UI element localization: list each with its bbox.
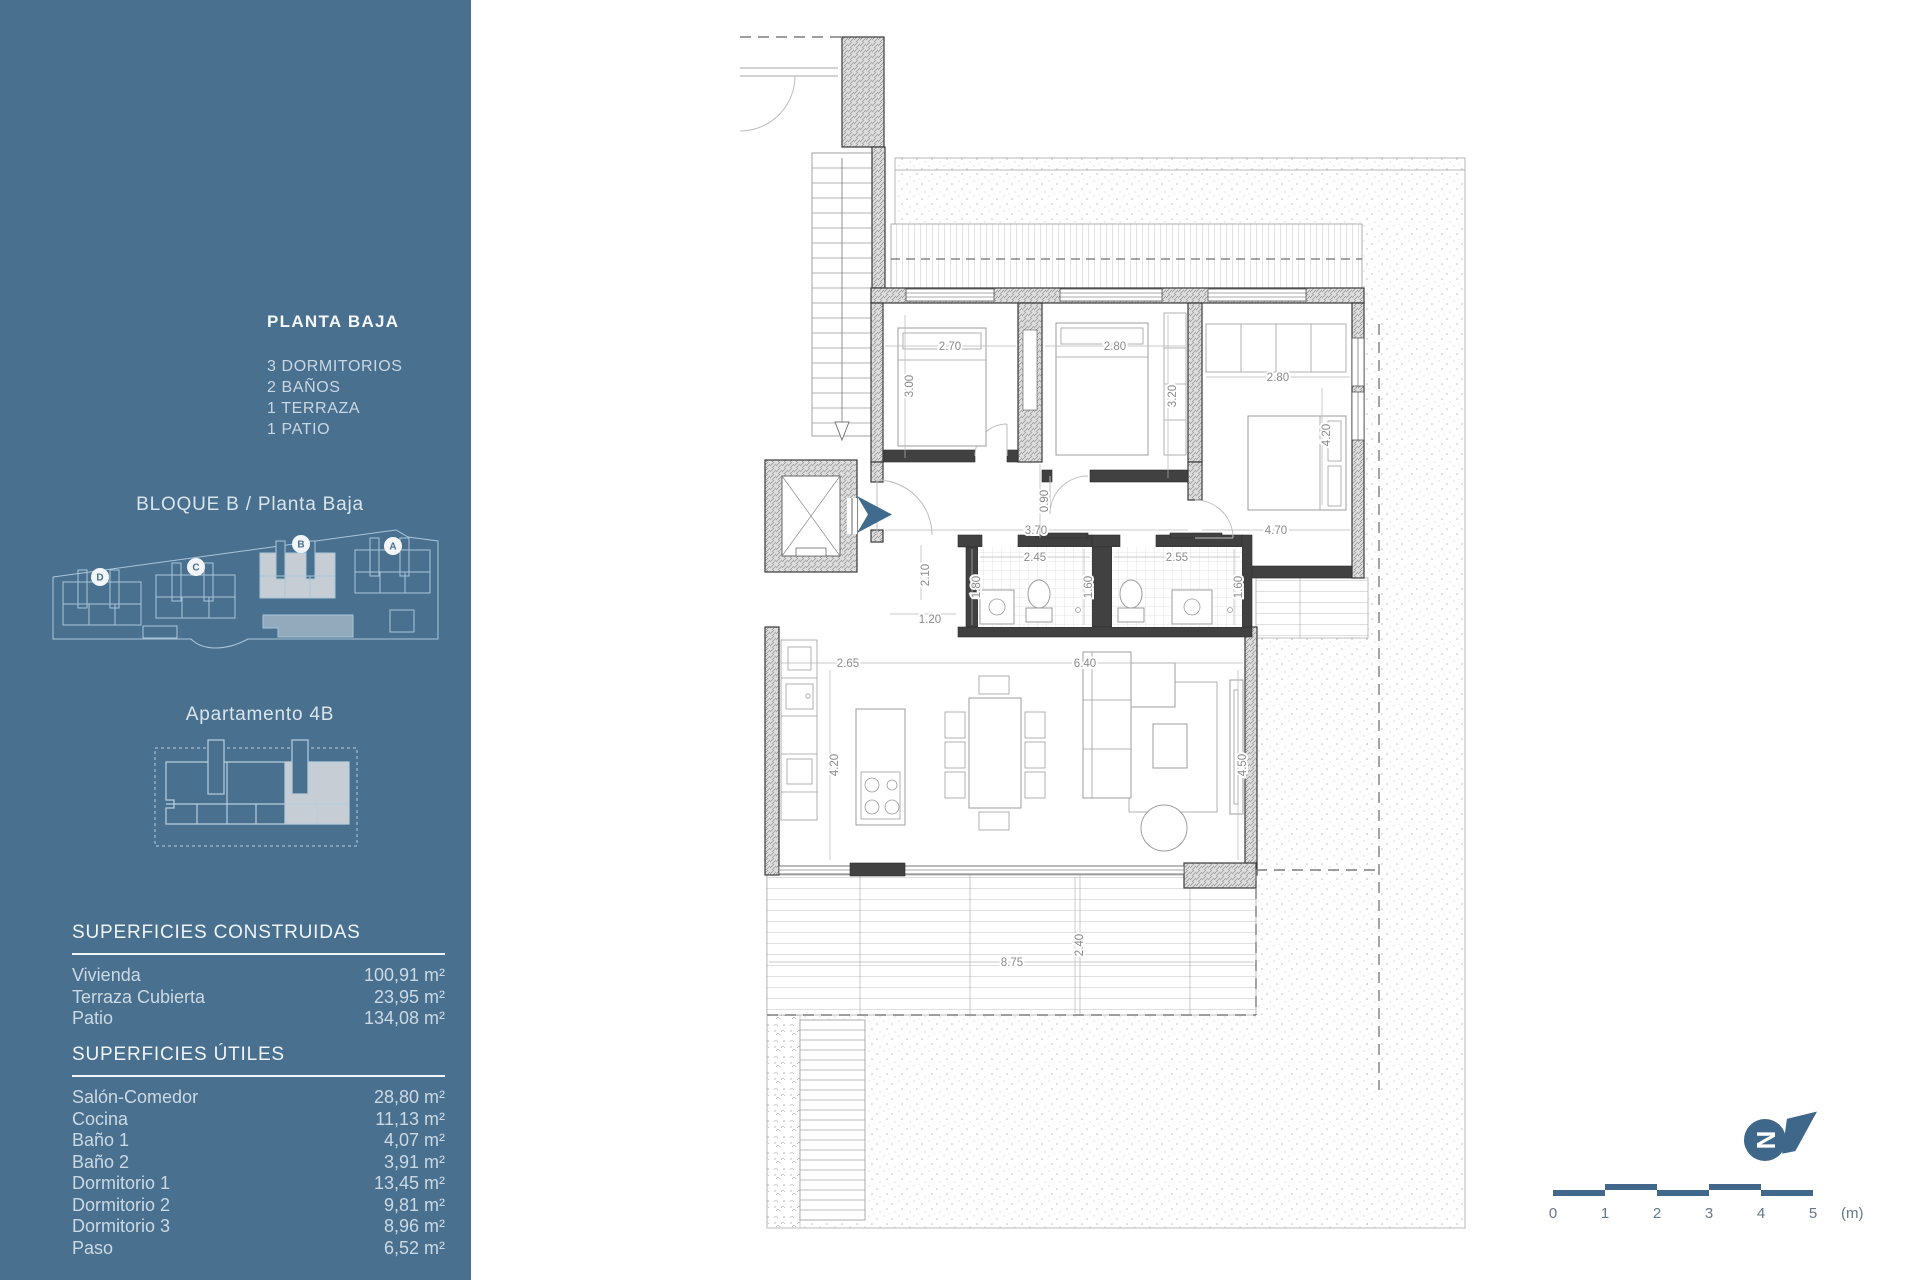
site-plan-diagram	[48, 520, 452, 650]
dim-bath1-depth-right: 1.60	[1083, 575, 1095, 599]
dim-bedroom3-width: 2.80	[1266, 372, 1290, 384]
scale-bar	[1545, 1176, 1885, 1228]
row-label: Baño 1	[72, 1130, 130, 1150]
row-value: 11,13 m²	[375, 1108, 445, 1129]
scale-tick-4: 4	[1756, 1205, 1766, 1222]
dim-bedroom1-width: 2.70	[938, 341, 962, 353]
floor-header	[267, 312, 403, 440]
table-row	[72, 987, 445, 1009]
dim-bedroom1-depth: 3.00	[904, 374, 916, 398]
table-row	[72, 1216, 445, 1238]
site-terrace-d	[143, 626, 177, 638]
table-row	[72, 965, 445, 987]
dim-hall-left: 3.70	[1024, 525, 1048, 537]
row-value: 4,07 m²	[383, 1130, 445, 1150]
dim-kitchen-depth: 4.20	[829, 753, 841, 777]
site-pool	[263, 615, 353, 637]
dim-bath1-depth-left: 1.80	[971, 575, 983, 599]
scale-tick-0: 0	[1548, 1205, 1558, 1222]
floor-title: PLANTA BAJA	[267, 312, 400, 331]
north-compass-icon	[1735, 1098, 1827, 1174]
table-row	[72, 1152, 445, 1174]
kitchen-island	[856, 709, 905, 825]
dim-terrace-width: 8.75	[1000, 957, 1024, 969]
row-label: Vivienda	[72, 965, 141, 985]
badge-b: B	[297, 539, 305, 551]
hall-closet	[1023, 330, 1037, 410]
feature-item: 2 BAÑOS	[267, 379, 341, 396]
surfaces-useful-title: SUPERFICIES ÚTILES	[72, 1044, 445, 1077]
apartment-diagram	[152, 738, 364, 850]
surfaces-built-title: SUPERFICIES CONSTRUIDAS	[72, 922, 445, 955]
feature-item: 1 PATIO	[267, 421, 331, 438]
dim-bath2-depth: 1.60	[1233, 575, 1245, 599]
table-row	[72, 1173, 445, 1195]
row-label: Patio	[72, 1008, 114, 1028]
table-row	[72, 1130, 445, 1152]
site-shed	[390, 610, 414, 632]
scale-tick-3: 3	[1704, 1205, 1714, 1222]
dim-hall-right: 4.70	[1264, 525, 1288, 537]
row-label: Cocina	[72, 1108, 129, 1129]
dim-hall-mid: 0.90	[1039, 489, 1051, 513]
table-row	[72, 1238, 445, 1260]
side-deck	[1256, 578, 1368, 638]
compass-letter: N	[1751, 1130, 1781, 1150]
row-value: 9,81 m²	[383, 1194, 445, 1215]
dim-bedroom3-depth: 4.20	[1321, 423, 1333, 447]
dim-living-width: 6.40	[1073, 658, 1097, 670]
pergola-band	[891, 224, 1362, 288]
surfaces-built-table	[72, 922, 445, 1030]
row-value: 13,45 m²	[373, 1173, 445, 1193]
row-label: Dormitorio 2	[72, 1194, 171, 1215]
dim-kitchen-width: 2.65	[836, 658, 860, 670]
feature-item: 3 DORMITORIOS	[267, 358, 403, 375]
row-label: Salón-Comedor	[72, 1087, 199, 1107]
badge-c: C	[192, 562, 200, 574]
apartment-title: Apartamento 4B	[185, 704, 335, 725]
badge-d: D	[96, 572, 104, 584]
row-value: 23,95 m²	[373, 986, 445, 1007]
dim-bedroom2-width: 2.80	[1103, 341, 1127, 353]
feature-list	[267, 356, 403, 440]
dim-bedroom2-depth: 3.20	[1167, 384, 1179, 408]
row-label: Baño 2	[72, 1151, 130, 1172]
surfaces-useful-table	[72, 1044, 445, 1259]
table-row	[72, 1109, 445, 1131]
row-value: 134,08 m²	[363, 1008, 445, 1028]
row-value: 6,52 m²	[383, 1237, 445, 1258]
scale-tick-1: 1	[1600, 1205, 1610, 1222]
table-row	[72, 1195, 445, 1217]
table-row	[72, 1008, 445, 1030]
row-label: Paso	[72, 1237, 114, 1258]
dim-bath2-width: 2.55	[1165, 552, 1189, 564]
table-row	[72, 1087, 445, 1109]
scale-tick-2: 2	[1652, 1205, 1662, 1222]
terrace	[767, 875, 1256, 1015]
row-label: Dormitorio 1	[72, 1173, 171, 1193]
dim-terrace-depth: 2.40	[1074, 933, 1086, 957]
dim-bath1-width: 2.45	[1023, 552, 1047, 564]
badge-a: A	[389, 541, 397, 553]
row-value: 3,91 m²	[383, 1151, 445, 1172]
row-value: 100,91 m²	[363, 965, 445, 985]
dim-entry-width: 1.20	[918, 614, 942, 626]
dim-entry-depth: 2.10	[920, 563, 932, 587]
scale-tick-5: 5	[1808, 1205, 1818, 1222]
row-value: 8,96 m²	[383, 1216, 445, 1236]
floor-plan	[740, 30, 1500, 1240]
row-label: Dormitorio 3	[72, 1216, 171, 1236]
sidebar	[0, 0, 471, 1280]
scale-unit: (m)	[1841, 1205, 1864, 1222]
dim-living-depth: 4.50	[1237, 753, 1249, 777]
planting-strip	[767, 1015, 800, 1228]
tv-console	[1230, 680, 1243, 814]
exterior-steps	[800, 1020, 865, 1220]
row-value: 28,80 m²	[373, 1087, 445, 1107]
row-label: Terraza Cubierta	[72, 986, 206, 1007]
block-title: BLOQUE B / Planta Baja	[136, 494, 364, 515]
feature-item: 1 TERRAZA	[267, 400, 361, 417]
